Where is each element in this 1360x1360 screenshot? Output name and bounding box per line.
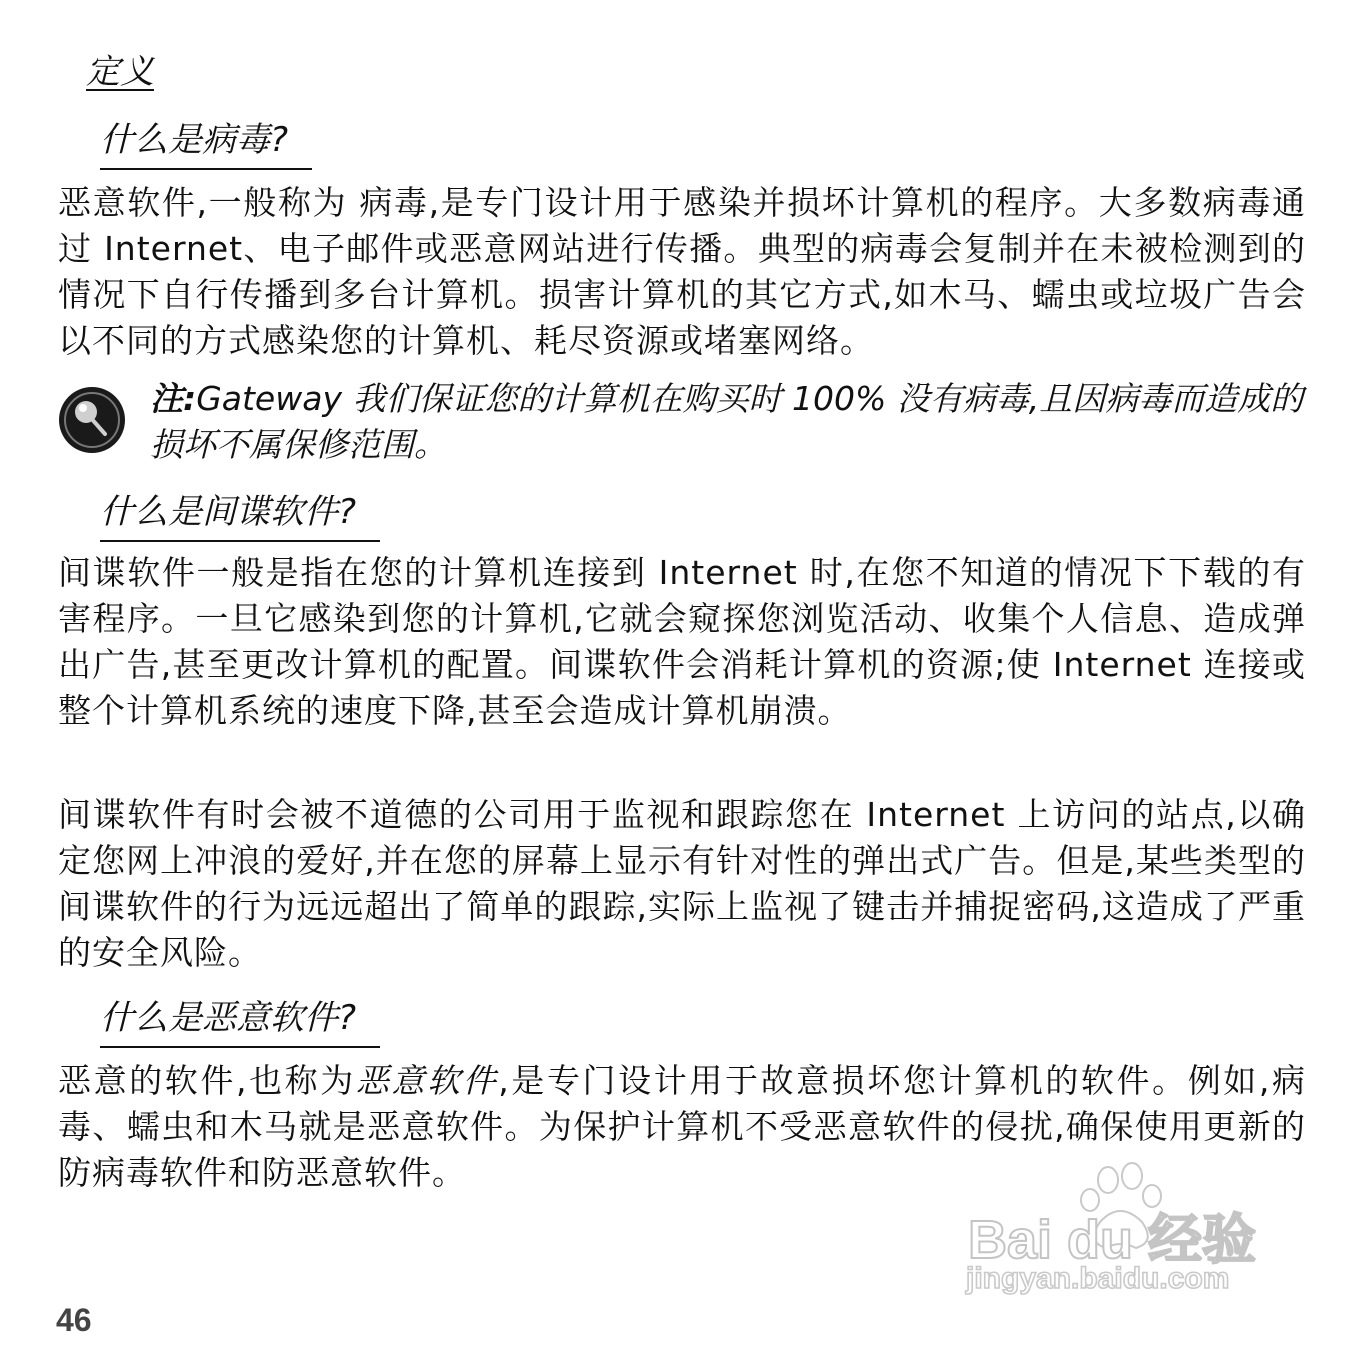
note-text: Gateway 我们保证您的计算机在购买时 100% 没有病毒,且因病毒而造成的损坏不属保修范围。 xyxy=(150,379,1304,464)
section-title: 定义 xyxy=(86,52,154,92)
virus-heading: 什么是病毒? xyxy=(100,118,312,170)
watermark-url: jingyan.baidu.com xyxy=(966,1262,1230,1295)
page-number: 46 xyxy=(56,1302,92,1338)
malware-term: 恶意软件 xyxy=(355,1061,499,1100)
spyware-paragraph-1: 间谍软件一般是指在您的计算机连接到 Internet 时,在您不知道的情况下下载的有害程序。一旦它感染到您的计算机,它就会窥探您浏览活动、收集个人信息、造成弹出广告,甚至更改计算机的配置。间谍软件会消耗计算机的资源;使 Internet 连接或整个计算机系统的速度下降,甚至会造成计算机崩溃。 xyxy=(58,553,1306,730)
watermark-logo: Bai du 经验 xyxy=(968,1210,1257,1270)
malware-text-end: ,是专门设计用于故意损坏您计算机的软件。例如,病毒、蠕虫和木马就是恶意软件。为保护计算机不受恶意软件的侵扰,确保使用更新的防病毒软件和防恶意软件。 xyxy=(58,1061,1306,1192)
spyware-paragraph-2: 间谍软件有时会被不道德的公司用于监视和跟踪您在 Internet 上访问的站点,以确定您网上冲浪的爱好,并在您的屏幕上显示有针对性的弹出式广告。但是,某些类型的间谍软件的行为远远超出了简单的跟踪,实际上监视了键击并捕捉密码,这造成了严重的安全风险。 xyxy=(58,795,1306,972)
spyware-heading: 什么是间谍软件? xyxy=(100,490,380,542)
malware-text-start: 恶意的软件,也称为 xyxy=(58,1061,356,1100)
malware-heading: 什么是恶意软件? xyxy=(100,996,380,1048)
virus-paragraph: 恶意软件,一般称为 病毒,是专门设计用于感染并损坏计算机的程序。大多数病毒通过 Internet、电子邮件或恶意网站进行传播。典型的病毒会复制并在未被检测到的情况下自行传播到多台计算机。损害计算机的其它方式,如木马、蠕虫或垃圾广告会以不同的方式感染您的计算机、耗尽资源或堵塞网络。 xyxy=(58,183,1306,360)
note-paragraph xyxy=(150,376,1310,468)
pushpin-note-icon xyxy=(56,384,128,456)
note-label: 注: xyxy=(150,379,197,418)
